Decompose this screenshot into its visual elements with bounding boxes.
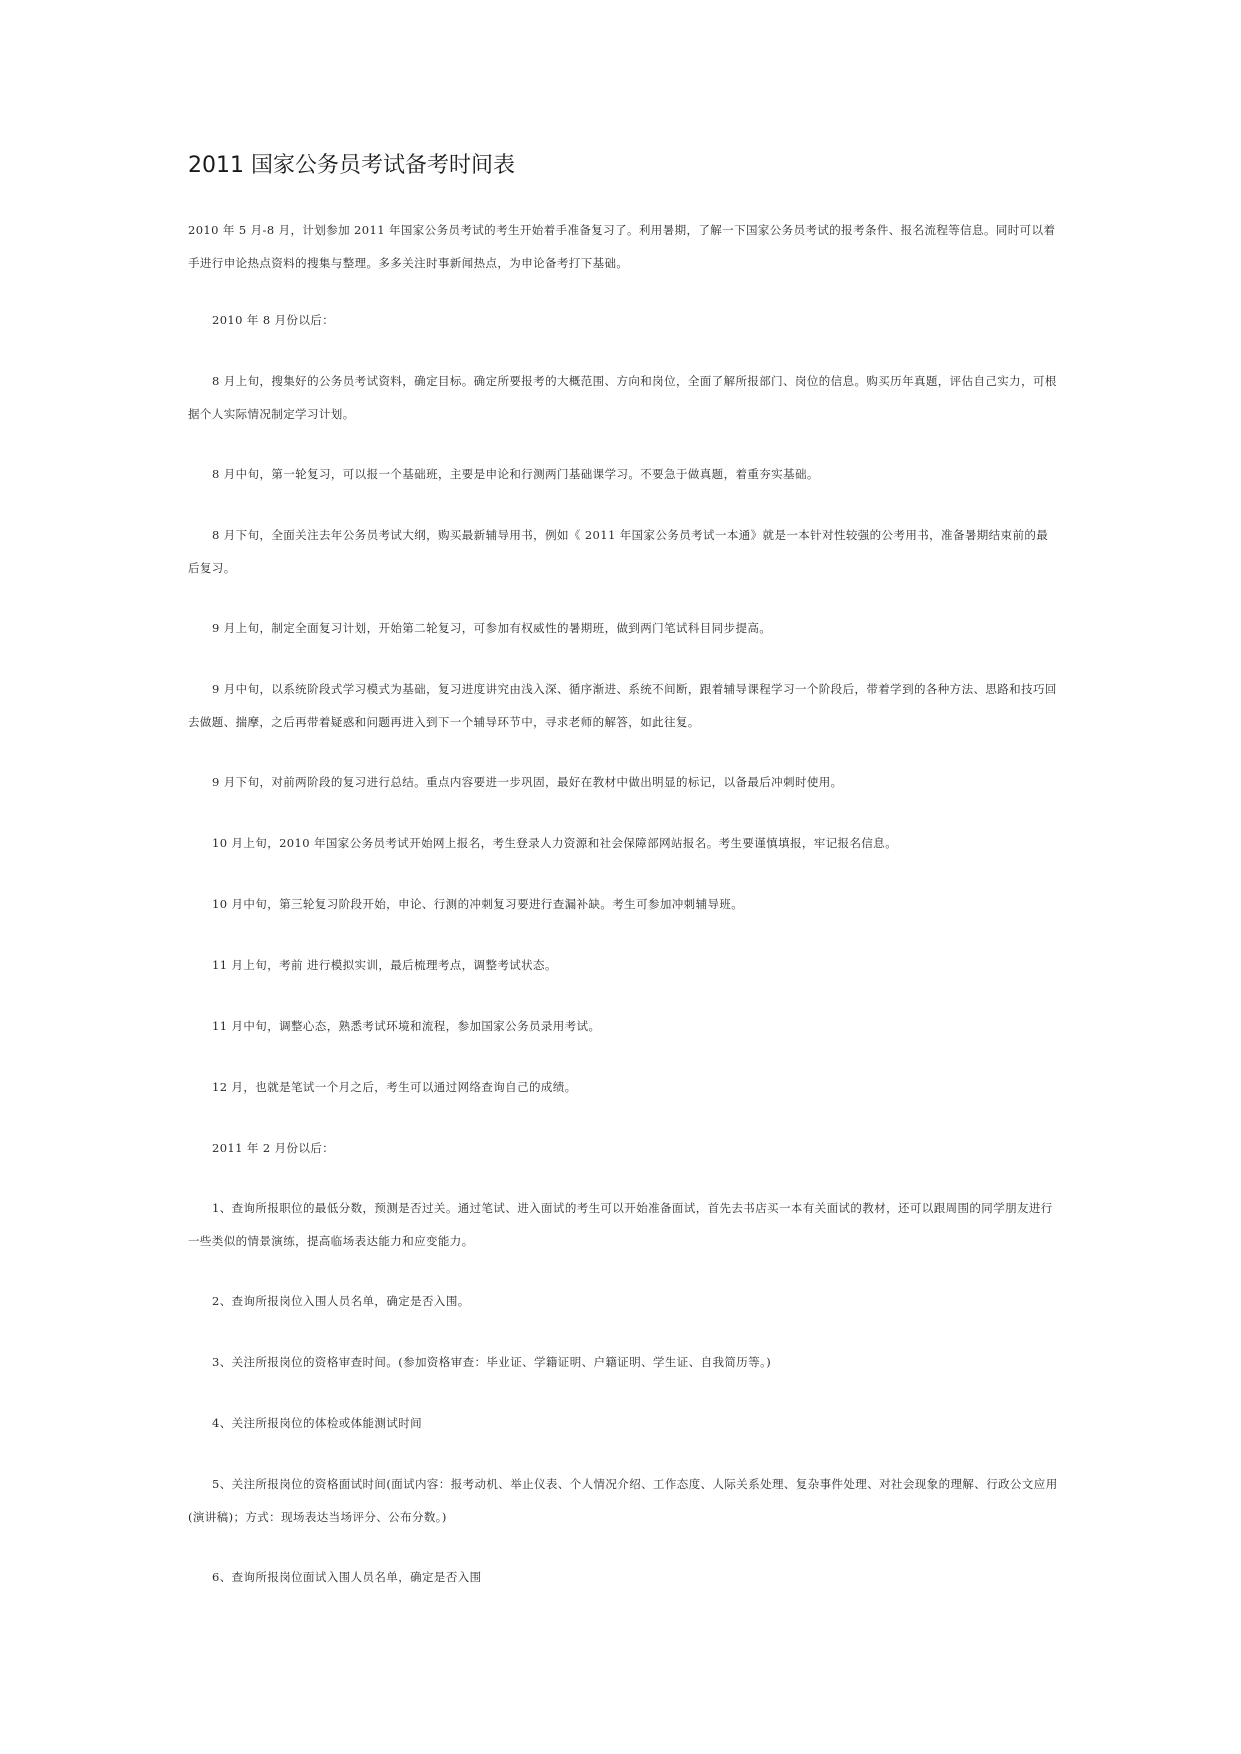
paragraph-item-5: 5、关注所报岗位的资格面试时间(面试内容：报考动机、举止仪表、个人情况介绍、工作态度、人际关系处理、复杂事件处理、对社会现象的理解、行政公文应用(演讲稿)；方式：现场表达当场评分、公布分数。) xyxy=(188,1477,1058,1524)
paragraph-item-6: 6、查询所报岗位面试入围人员名单，确定是否入围 xyxy=(212,1570,482,1584)
paragraph-oct-mid: 10 月中旬，第三轮复习阶段开始，申论、行测的冲刺复习要进行查漏补缺。考生可参加冲刺辅导班。 xyxy=(212,897,744,911)
paragraph-sep-early: 9 月上旬，制定全面复习计划，开始第二轮复习，可参加有权威性的暑期班，做到两门笔试科目同步提高。 xyxy=(212,621,772,635)
paragraph-oct-early: 10 月上旬，2010 年国家公务员考试开始网上报名，考生登录人力资源和社会保障部网站报名。考生要谨慎填报，牢记报名信息。 xyxy=(212,836,898,850)
paragraph-aug-mid: 8 月中旬，第一轮复习，可以报一个基础班，主要是申论和行测两门基础课学习。不要急于做真题，着重夯实基础。 xyxy=(212,467,819,481)
paragraph-aug-early: 8 月上旬，搜集好的公务员考试资料，确定目标。确定所要报考的大概范围、方向和岗位，全面了解所报部门、岗位的信息。购买历年真题，评估自己实力，可根据个人实际情况制定学习计划。 xyxy=(188,374,1057,421)
paragraph-nov-early: 11 月上旬，考前 进行模拟实训，最后梳理考点，调整考试状态。 xyxy=(212,958,557,972)
paragraph-item-4: 4、关注所报岗位的体检或体能测试时间 xyxy=(212,1416,423,1430)
paragraph-item-1: 1、查询所报职位的最低分数，预测是否过关。通过笔试、进入面试的考生可以开始准备面试，首先去书店买一本有关面试的教材，还可以跟周围的同学朋友进行一些类似的情景演练，提高临场表达能力和应变能力。 xyxy=(188,1201,1053,1248)
paragraph-intro: 2010 年 5 月-8 月，计划参加 2011 年国家公务员考试的考生开始着手准备复习了。利用暑期，了解一下国家公务员考试的报考条件、报名流程等信息。同时可以着手进行申论热点资料的搜集与整理。多多关注时事新闻热点，为申论备考打下基础。 xyxy=(188,223,1056,270)
paragraph-nov-mid: 11 月中旬，调整心态，熟悉考试环境和流程，参加国家公务员录用考试。 xyxy=(212,1019,601,1033)
paragraph-section-2010-aug: 2010 年 8 月份以后： xyxy=(212,313,335,327)
paragraph-item-2: 2、查询所报岗位入围人员名单，确定是否入围。 xyxy=(212,1294,470,1308)
paragraph-aug-late: 8 月下旬，全面关注去年公务员考试大纲，购买最新辅导用书，例如《 2011 年国家公务员考试一本通》就是一本针对性较强的公考用书，准备暑期结束前的最后复习。 xyxy=(188,528,1049,575)
paragraph-item-3: 3、关注所报岗位的资格审查时间。(参加资格审查：毕业证、学籍证明、户籍证明、学生证、自我简历等。) xyxy=(212,1355,772,1369)
paragraph-sep-late: 9 月下旬，对前两阶段的复习进行总结。重点内容要进一步巩固，最好在教材中做出明显的标记，以备最后冲刺时使用。 xyxy=(212,775,843,789)
paragraph-sep-mid: 9 月中旬，以系统阶段式学习模式为基础，复习进度讲究由浅入深、循序渐进、系统不间断，跟着辅导课程学习一个阶段后，带着学到的各种方法、思路和技巧回去做题、揣摩，之后再带着疑惑和问题再进入到下一个辅导环节中，寻求老师的解答，如此往复。 xyxy=(188,682,1057,729)
document-title: 2011 国家公务员考试备考时间表 xyxy=(188,153,515,178)
paragraph-dec: 12 月，也就是笔试一个月之后，考生可以通过网络查询自己的成绩。 xyxy=(212,1080,577,1094)
paragraph-section-2011-feb: 2011 年 2 月份以后： xyxy=(212,1141,335,1155)
